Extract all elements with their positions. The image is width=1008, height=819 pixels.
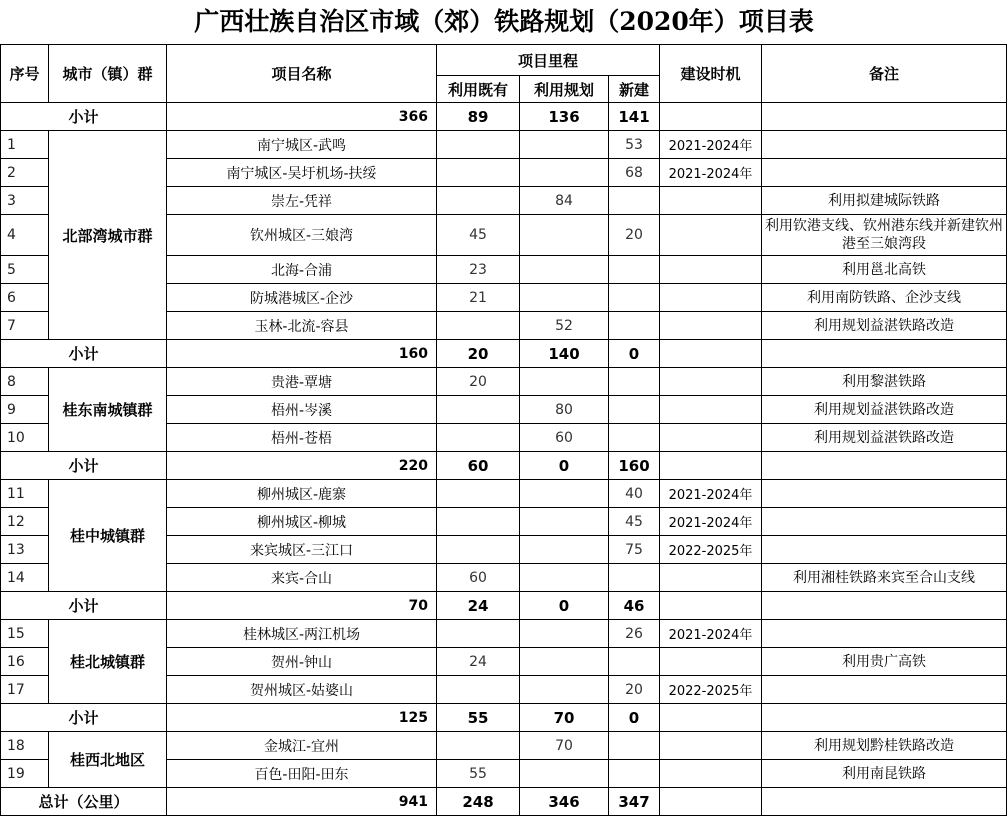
row-seq: 13 bbox=[1, 536, 49, 564]
subtotal-time bbox=[660, 452, 762, 480]
remark: 利用黎湛铁路 bbox=[762, 368, 1007, 396]
mileage-new bbox=[609, 732, 660, 760]
subtotal-row bbox=[1, 340, 1007, 368]
header-remark: 备注 bbox=[762, 45, 1007, 103]
mileage-existing bbox=[437, 131, 520, 159]
mileage-existing: 23 bbox=[437, 256, 520, 284]
build-time: 2021-2024年 bbox=[660, 480, 762, 508]
project-name: 贵港-覃塘 bbox=[167, 368, 437, 396]
mileage-new bbox=[609, 256, 660, 284]
project-name: 来宾-合山 bbox=[167, 564, 437, 592]
subtotal-total: 125 bbox=[167, 704, 437, 732]
header-time: 建设时机 bbox=[660, 45, 762, 103]
mileage-planned bbox=[520, 676, 609, 704]
subtotal-existing: 24 bbox=[437, 592, 520, 620]
mileage-existing bbox=[437, 620, 520, 648]
row-seq: 9 bbox=[1, 396, 49, 424]
remark: 利用规划益湛铁路改造 bbox=[762, 312, 1007, 340]
subtotal-label: 小计 bbox=[1, 452, 167, 480]
build-time bbox=[660, 564, 762, 592]
cluster-name: 桂北城镇群 bbox=[49, 620, 167, 704]
project-name: 玉林-北流-容县 bbox=[167, 312, 437, 340]
build-time bbox=[660, 732, 762, 760]
remark: 利用规划益湛铁路改造 bbox=[762, 424, 1007, 452]
build-time: 2022-2025年 bbox=[660, 536, 762, 564]
mileage-planned: 52 bbox=[520, 312, 609, 340]
mileage-existing: 55 bbox=[437, 760, 520, 788]
cluster-name: 桂东南城镇群 bbox=[49, 368, 167, 452]
header-seq: 序号 bbox=[1, 45, 49, 103]
table-row bbox=[1, 620, 1007, 648]
project-name: 金城江-宜州 bbox=[167, 732, 437, 760]
row-seq: 8 bbox=[1, 368, 49, 396]
subtotal-remark bbox=[762, 340, 1007, 368]
build-time bbox=[660, 215, 762, 256]
header-project: 项目名称 bbox=[167, 45, 437, 103]
mileage-existing: 21 bbox=[437, 284, 520, 312]
subtotal-remark bbox=[762, 592, 1007, 620]
subtotal-total: 160 bbox=[167, 340, 437, 368]
subtotal-new: 0 bbox=[609, 704, 660, 732]
build-time: 2022-2025年 bbox=[660, 676, 762, 704]
build-time bbox=[660, 760, 762, 788]
subtotal-label: 小计 bbox=[1, 340, 167, 368]
build-time bbox=[660, 284, 762, 312]
remark: 利用拟建城际铁路 bbox=[762, 187, 1007, 215]
row-seq: 11 bbox=[1, 480, 49, 508]
grand-total-time bbox=[660, 788, 762, 816]
mileage-new bbox=[609, 187, 660, 215]
subtotal-existing: 55 bbox=[437, 704, 520, 732]
remark bbox=[762, 159, 1007, 187]
grand-total-new: 347 bbox=[609, 788, 660, 816]
grand-total-row bbox=[1, 788, 1007, 816]
project-name: 百色-田阳-田东 bbox=[167, 760, 437, 788]
mileage-planned: 80 bbox=[520, 396, 609, 424]
build-time: 2021-2024年 bbox=[660, 508, 762, 536]
header-mileage: 项目里程 bbox=[437, 45, 660, 76]
mileage-new: 20 bbox=[609, 676, 660, 704]
grand-total-existing: 248 bbox=[437, 788, 520, 816]
mileage-existing: 60 bbox=[437, 564, 520, 592]
project-name: 南宁城区-吴圩机场-扶绥 bbox=[167, 159, 437, 187]
mileage-existing: 24 bbox=[437, 648, 520, 676]
subtotal-existing: 89 bbox=[437, 103, 520, 131]
mileage-planned bbox=[520, 536, 609, 564]
subtotal-new: 160 bbox=[609, 452, 660, 480]
mileage-existing bbox=[437, 396, 520, 424]
row-seq: 5 bbox=[1, 256, 49, 284]
mileage-new: 20 bbox=[609, 215, 660, 256]
subtotal-planned: 0 bbox=[520, 452, 609, 480]
subtotal-total: 366 bbox=[167, 103, 437, 131]
subtotal-time bbox=[660, 704, 762, 732]
mileage-planned bbox=[520, 480, 609, 508]
project-name: 柳州城区-柳城 bbox=[167, 508, 437, 536]
build-time bbox=[660, 256, 762, 284]
table-row bbox=[1, 480, 1007, 508]
row-seq: 14 bbox=[1, 564, 49, 592]
mileage-existing bbox=[437, 187, 520, 215]
mileage-planned bbox=[520, 159, 609, 187]
remark: 利用南防铁路、企沙支线 bbox=[762, 284, 1007, 312]
grand-total-label: 总计（公里） bbox=[1, 788, 167, 816]
subtotal-time bbox=[660, 340, 762, 368]
subtotal-row bbox=[1, 704, 1007, 732]
remark bbox=[762, 480, 1007, 508]
row-seq: 17 bbox=[1, 676, 49, 704]
mileage-existing: 45 bbox=[437, 215, 520, 256]
mileage-planned: 70 bbox=[520, 732, 609, 760]
mileage-new: 53 bbox=[609, 131, 660, 159]
document-title: 广西壮族自治区市域（郊）铁路规划（2020年）项目表 bbox=[194, 7, 814, 36]
remark: 利用邕北高铁 bbox=[762, 256, 1007, 284]
row-seq: 1 bbox=[1, 131, 49, 159]
mileage-planned bbox=[520, 131, 609, 159]
mileage-new bbox=[609, 396, 660, 424]
mileage-new bbox=[609, 424, 660, 452]
header-cluster: 城市（镇）群 bbox=[49, 45, 167, 103]
project-name: 贺州-钟山 bbox=[167, 648, 437, 676]
build-time bbox=[660, 648, 762, 676]
build-time: 2021-2024年 bbox=[660, 620, 762, 648]
mileage-new bbox=[609, 564, 660, 592]
build-time: 2021-2024年 bbox=[660, 131, 762, 159]
row-seq: 15 bbox=[1, 620, 49, 648]
table-row bbox=[1, 368, 1007, 396]
mileage-existing bbox=[437, 676, 520, 704]
subtotal-row bbox=[1, 592, 1007, 620]
row-seq: 4 bbox=[1, 215, 49, 256]
subtotal-existing: 60 bbox=[437, 452, 520, 480]
mileage-new: 26 bbox=[609, 620, 660, 648]
mileage-new: 45 bbox=[609, 508, 660, 536]
subtotal-new: 46 bbox=[609, 592, 660, 620]
build-time: 2021-2024年 bbox=[660, 159, 762, 187]
row-seq: 3 bbox=[1, 187, 49, 215]
subtotal-planned: 140 bbox=[520, 340, 609, 368]
mileage-new bbox=[609, 368, 660, 396]
mileage-new bbox=[609, 648, 660, 676]
remark: 利用钦港支线、钦州港东线并新建钦州港至三娘湾段 bbox=[762, 215, 1007, 256]
remark bbox=[762, 676, 1007, 704]
mileage-existing bbox=[437, 508, 520, 536]
mileage-planned bbox=[520, 648, 609, 676]
mileage-new: 40 bbox=[609, 480, 660, 508]
subtotal-new: 0 bbox=[609, 340, 660, 368]
subtotal-planned: 136 bbox=[520, 103, 609, 131]
row-seq: 2 bbox=[1, 159, 49, 187]
header-new: 新建 bbox=[609, 76, 660, 103]
remark: 利用规划黔桂铁路改造 bbox=[762, 732, 1007, 760]
remark bbox=[762, 508, 1007, 536]
table-row bbox=[1, 131, 1007, 159]
mileage-existing bbox=[437, 159, 520, 187]
table-row bbox=[1, 732, 1007, 760]
header-planned: 利用规划 bbox=[520, 76, 609, 103]
project-name: 梧州-苍梧 bbox=[167, 424, 437, 452]
mileage-planned: 60 bbox=[520, 424, 609, 452]
row-seq: 12 bbox=[1, 508, 49, 536]
mileage-planned bbox=[520, 256, 609, 284]
mileage-planned: 84 bbox=[520, 187, 609, 215]
project-name: 防城港城区-企沙 bbox=[167, 284, 437, 312]
subtotal-remark bbox=[762, 704, 1007, 732]
subtotal-time bbox=[660, 592, 762, 620]
subtotal-remark bbox=[762, 103, 1007, 131]
mileage-existing bbox=[437, 732, 520, 760]
remark bbox=[762, 536, 1007, 564]
subtotal-label: 小计 bbox=[1, 592, 167, 620]
subtotal-planned: 0 bbox=[520, 592, 609, 620]
mileage-existing bbox=[437, 536, 520, 564]
mileage-planned bbox=[520, 508, 609, 536]
subtotal-label: 小计 bbox=[1, 103, 167, 131]
project-name: 贺州城区-姑婆山 bbox=[167, 676, 437, 704]
mileage-planned bbox=[520, 215, 609, 256]
subtotal-row bbox=[1, 452, 1007, 480]
project-name: 桂林城区-两江机场 bbox=[167, 620, 437, 648]
subtotal-planned: 70 bbox=[520, 704, 609, 732]
mileage-new bbox=[609, 284, 660, 312]
remark: 利用规划益湛铁路改造 bbox=[762, 396, 1007, 424]
build-time bbox=[660, 187, 762, 215]
row-seq: 10 bbox=[1, 424, 49, 452]
cluster-name: 桂西北地区 bbox=[49, 732, 167, 788]
row-seq: 19 bbox=[1, 760, 49, 788]
project-name: 北海-合浦 bbox=[167, 256, 437, 284]
subtotal-row bbox=[1, 103, 1007, 131]
remark: 利用贵广高铁 bbox=[762, 648, 1007, 676]
mileage-new: 75 bbox=[609, 536, 660, 564]
remark: 利用湘桂铁路来宾至合山支线 bbox=[762, 564, 1007, 592]
project-name: 崇左-凭祥 bbox=[167, 187, 437, 215]
header-existing: 利用既有 bbox=[437, 76, 520, 103]
mileage-planned bbox=[520, 368, 609, 396]
project-name: 梧州-岑溪 bbox=[167, 396, 437, 424]
build-time bbox=[660, 368, 762, 396]
mileage-planned bbox=[520, 620, 609, 648]
mileage-planned bbox=[520, 284, 609, 312]
row-seq: 6 bbox=[1, 284, 49, 312]
project-name: 来宾城区-三江口 bbox=[167, 536, 437, 564]
project-name: 柳州城区-鹿寨 bbox=[167, 480, 437, 508]
remark bbox=[762, 620, 1007, 648]
mileage-new bbox=[609, 312, 660, 340]
grand-total-total: 941 bbox=[167, 788, 437, 816]
mileage-new: 68 bbox=[609, 159, 660, 187]
subtotal-time bbox=[660, 103, 762, 131]
subtotal-total: 220 bbox=[167, 452, 437, 480]
project-name: 钦州城区-三娘湾 bbox=[167, 215, 437, 256]
mileage-existing: 20 bbox=[437, 368, 520, 396]
project-table bbox=[0, 44, 1007, 816]
row-seq: 18 bbox=[1, 732, 49, 760]
grand-total-remark bbox=[762, 788, 1007, 816]
cluster-name: 桂中城镇群 bbox=[49, 480, 167, 592]
mileage-planned bbox=[520, 564, 609, 592]
mileage-planned bbox=[520, 760, 609, 788]
mileage-existing bbox=[437, 312, 520, 340]
subtotal-remark bbox=[762, 452, 1007, 480]
build-time bbox=[660, 424, 762, 452]
mileage-new bbox=[609, 760, 660, 788]
cluster-name: 北部湾城市群 bbox=[49, 131, 167, 340]
project-name: 南宁城区-武鸣 bbox=[167, 131, 437, 159]
grand-total-planned: 346 bbox=[520, 788, 609, 816]
row-seq: 16 bbox=[1, 648, 49, 676]
build-time bbox=[660, 312, 762, 340]
subtotal-new: 141 bbox=[609, 103, 660, 131]
mileage-existing bbox=[437, 424, 520, 452]
build-time bbox=[660, 396, 762, 424]
subtotal-label: 小计 bbox=[1, 704, 167, 732]
subtotal-total: 70 bbox=[167, 592, 437, 620]
mileage-existing bbox=[437, 480, 520, 508]
remark: 利用南昆铁路 bbox=[762, 760, 1007, 788]
remark bbox=[762, 131, 1007, 159]
row-seq: 7 bbox=[1, 312, 49, 340]
subtotal-existing: 20 bbox=[437, 340, 520, 368]
